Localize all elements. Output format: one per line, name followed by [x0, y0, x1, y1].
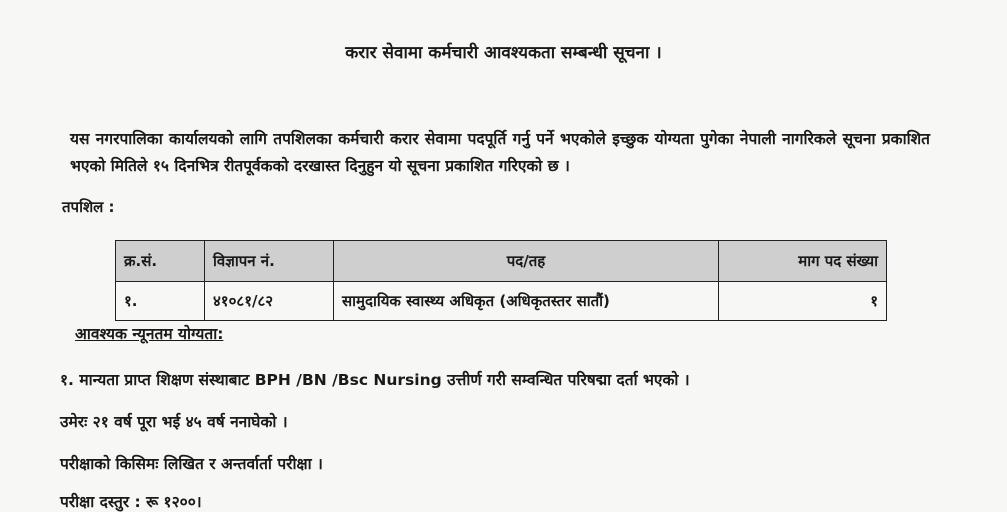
requirement-exam-type: परीक्षाको किसिमः लिखित र अन्तर्वार्ता परीक्षा ।	[60, 455, 323, 473]
header-ad-number: विज्ञापन नं.	[205, 241, 334, 282]
requirement-age: उमेरः २१ वर्ष पूरा भई ४५ वर्ष ननाघेको ।	[60, 413, 288, 431]
cell-ad-number: ४१०८१/८२	[205, 282, 334, 321]
header-post-count: माग पद संख्या	[719, 241, 887, 282]
requirements-heading: आवश्यक न्यूनतम योग्यता:	[75, 325, 224, 343]
requirement-exam-fee: परीक्षा दस्तुर : रू १२००।	[60, 493, 202, 511]
cell-post-level: सामुदायिक स्वास्थ्य अधिकृत (अधिकृतस्तर सातौं)	[334, 282, 719, 321]
details-label: तपशिल :	[62, 198, 115, 216]
cell-serial: १.	[116, 282, 205, 321]
cell-post-count: १	[719, 282, 887, 321]
notice-title: करार सेवामा कर्मचारी आवश्यकता सम्बन्धी सूचना ।	[345, 43, 662, 63]
table-row	[116, 282, 887, 321]
vacancy-table	[115, 240, 887, 321]
header-serial: क्र.सं.	[116, 241, 205, 282]
table-header-row	[116, 241, 887, 282]
requirement-qualification: १. मान्यता प्राप्त शिक्षण संस्थाबाट BPH /BN /Bsc Nursing उत्तीर्ण गरी सम्वन्धित परिषद्मा दर्ता भएको ।	[60, 371, 690, 389]
intro-paragraph: यस नगरपालिका कार्यालयको लागि तपशिलका कर्मचारी करार सेवामा पदपूर्ति गर्नु पर्ने भएकोले इच्छुक योग्यता पुगेका नेपाली नागरिकले सूचना प्रकाशित भएको मितिले १५ दिनभित्र रीतपूर्वकको दरखास्त दिनुहुन यो सूचना प्रकाशित गरिएको छ ।	[70, 130, 930, 175]
header-post-level: पद/तह	[334, 241, 719, 282]
